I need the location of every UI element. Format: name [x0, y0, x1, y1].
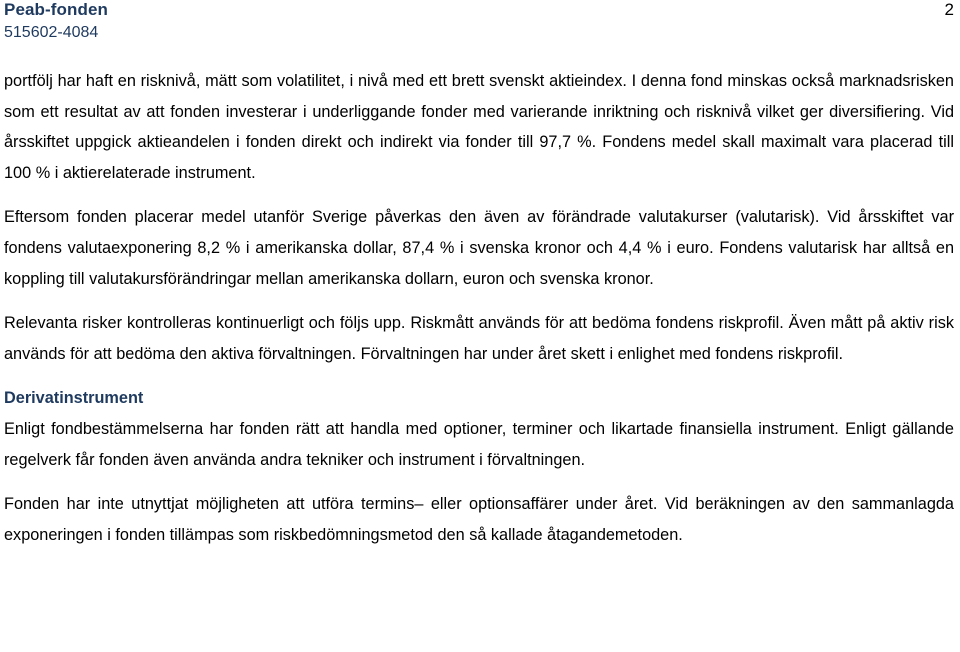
paragraph-currency-risk: Eftersom fonden placerar medel utanför Sverige påverkas den även av förändrade valutakurser (valutarisk). Vid årsskiftet var fondens valutaexponering 8,2 % i amerikanska dollar, 87,4 % i svenska kronor och 4,4 % i euro. Fondens valutarisk har alltså en koppling till valutakursförändringar mellan amerikanska dollarn, euron och svenska kronor.: [4, 208, 954, 288]
page-number: 2: [944, 0, 954, 19]
document-title: Peab-fonden: [4, 0, 109, 19]
document-body: [4, 66, 954, 564]
paragraph-risk-level: portfölj har haft en risknivå, mätt som volatilitet, i nivå med ett brett svenskt aktieindex. I denna fond minskas också marknadsrisken som ett resultat av att fonden investerar i underliggande fonder med varierande inriktning och risknivå vilket ger diversifiering. Vid årsskiftet uppgick aktieandelen i fonden direkt och indirekt via fonder till 97,7 %. Fondens medel skall maximalt vara placerad till 100 % i aktierelaterade instrument.: [4, 72, 954, 182]
section-heading-derivatives: Derivatinstrument: [4, 389, 144, 408]
paragraph-risk-control: Relevanta risker kontrolleras kontinuerligt och följs upp. Riskmått används för att bedöma fondens riskprofil. Även mått på aktiv risk används för att bedöma den aktiva förvaltningen. Förvaltningen har under året skett i enlighet med fondens riskprofil.: [4, 314, 954, 363]
paragraph-derivatives: Enligt fondbestämmelserna har fonden rätt att handla med optioner, terminer och likartade finansiella instrument. Enligt gällande regelverk får fonden även använda andra tekniker och instrument i förvaltningen.: [4, 419, 954, 469]
paragraph-exposure: Fonden har inte utnyttjat möjligheten att utföra termins– eller optionsaffärer under året. Vid beräkningen av den sammanlagda exponeringen i fonden tillämpas som riskbedömningsmetod den så kallade åtagandemetoden.: [4, 495, 954, 544]
derivatives-section: [4, 383, 954, 414]
organization-number: 515602-4084: [4, 24, 99, 41]
